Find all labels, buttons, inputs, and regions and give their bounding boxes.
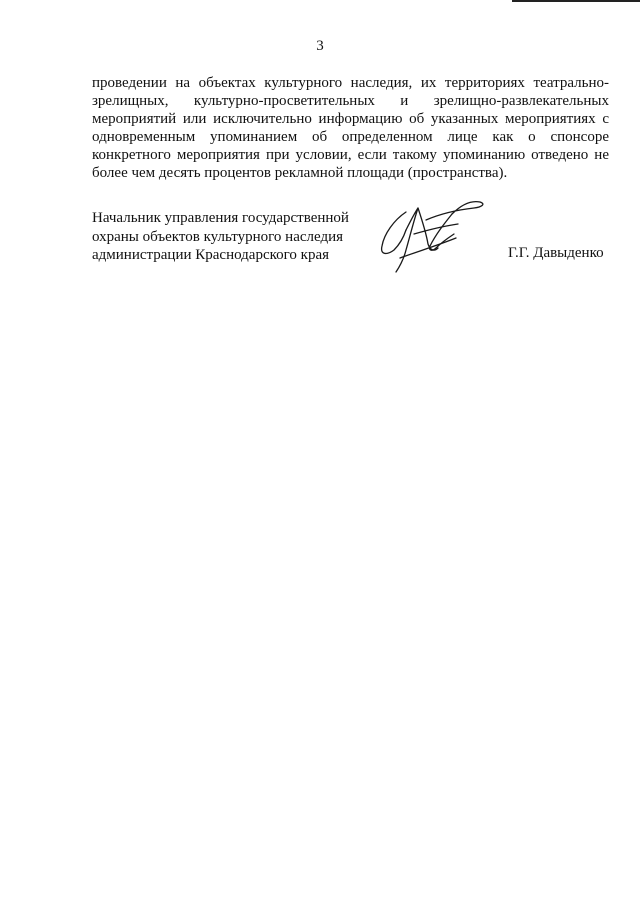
signatory-title-line: охраны объектов культурного наследия xyxy=(92,228,344,245)
top-edge-rule xyxy=(512,0,640,2)
body-paragraph: проведении на объектах культурного наследия, их территориях театрально-зрелищных, культурно-просветительных и зрелищно-развлекательных мероприятий или исключительно информацию об указанных мероприятиях с одновременным упоминанием об определенном лице как о спонсоре конкретного мероприятия при условии, если такому упоминанию отведено не более чем десять процентов рекламной площади (пространства). xyxy=(92,75,609,181)
handwritten-signature xyxy=(370,190,490,276)
signatory-title-line: Начальник управления государственной xyxy=(92,210,349,226)
page-number: 3 xyxy=(316,38,324,54)
signatory-title xyxy=(92,209,349,265)
signer-name: Г.Г. Давыденко xyxy=(508,245,604,261)
signatory-title-line: администрации Краснодарского края xyxy=(92,247,330,263)
